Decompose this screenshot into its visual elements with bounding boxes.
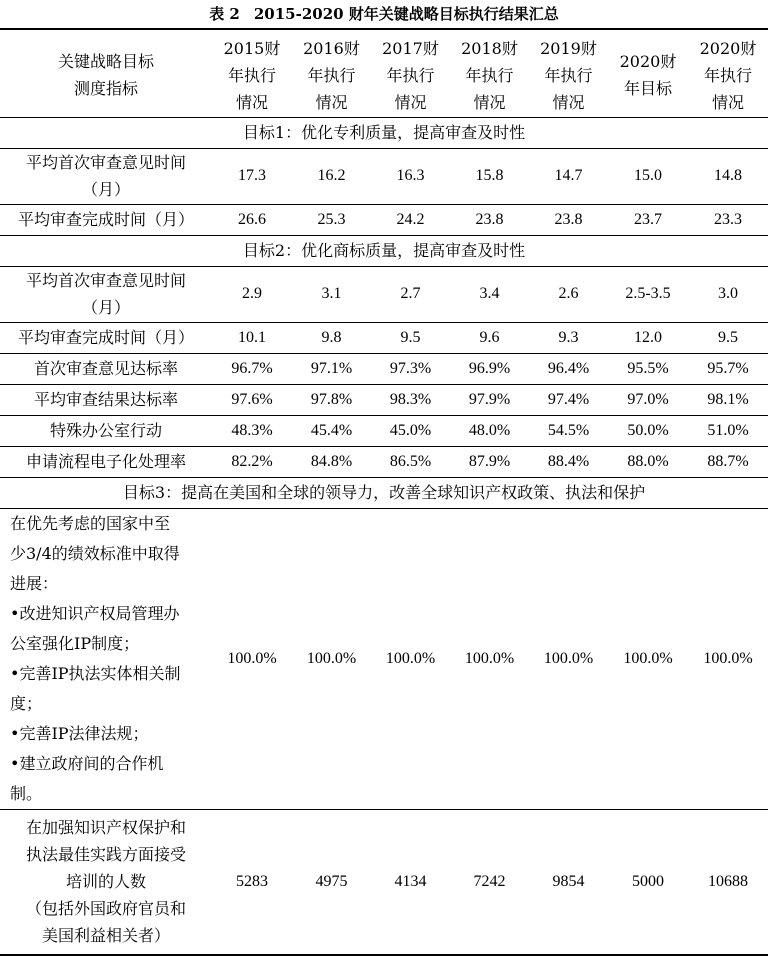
label-line: •完善IP执法实体相关制 [10, 663, 181, 683]
metric-label: 平均审查完成时间（月） [0, 322, 212, 353]
goal-row [0, 477, 768, 508]
header-year [212, 29, 292, 117]
cell-value: 23.3 [688, 204, 768, 235]
label-line: 度； [10, 693, 43, 713]
goal-title: 目标1：优化专利质量，提高审查及时性 [0, 117, 768, 148]
cell-value: 9.3 [529, 322, 608, 353]
header-line: 2020财 [619, 52, 677, 72]
header-year [608, 29, 688, 117]
header-line: 2017财 [382, 38, 439, 58]
label-line: •建立政府间的合作机 [10, 753, 164, 773]
header-line: 情况 [552, 92, 585, 112]
cell-value: 2.7 [371, 266, 450, 322]
cell-value: 100.0% [608, 508, 688, 809]
cell-value: 88.7% [688, 446, 768, 477]
header-line: 年执行 [386, 65, 435, 85]
cell-value: 48.0% [450, 415, 529, 446]
cell-value: 97.8% [292, 384, 371, 415]
header-line: 情况 [315, 92, 348, 112]
cell-value: 16.3 [371, 148, 450, 204]
cell-value: 10.1 [212, 322, 292, 353]
header-line: 2015财 [223, 38, 281, 58]
cell-value: 2.5-3.5 [608, 266, 688, 322]
header-line: 2019财 [540, 38, 597, 58]
table-row [0, 266, 768, 322]
cell-value: 100.0% [688, 508, 768, 809]
cell-value: 3.4 [450, 266, 529, 322]
cell-value: 96.9% [450, 353, 529, 384]
cell-value: 100.0% [529, 508, 608, 809]
cell-value: 24.2 [371, 204, 450, 235]
cell-value: 48.3% [212, 415, 292, 446]
header-year [688, 29, 768, 117]
header-year [371, 29, 450, 117]
header-metric-line: 测度指标 [73, 79, 138, 99]
cell-value: 25.3 [292, 204, 371, 235]
cell-value: 98.1% [688, 384, 768, 415]
metric-label: 申请流程电子化处理率 [0, 446, 212, 477]
cell-value: 95.5% [608, 353, 688, 384]
cell-value: 2.9 [212, 266, 292, 322]
cell-value: 54.5% [529, 415, 608, 446]
cell-value: 100.0% [212, 508, 292, 809]
cell-value: 98.3% [371, 384, 450, 415]
label-line: 少3/4的绩效标准中取得 [10, 543, 180, 563]
metric-label [0, 809, 212, 955]
header-year [450, 29, 529, 117]
header-line: 年执行 [703, 65, 752, 85]
metric-label [0, 508, 212, 809]
label-line: 公室强化IP制度； [10, 633, 140, 653]
goal-row [0, 235, 768, 266]
cell-value: 45.0% [371, 415, 450, 446]
label-line: 在优先考虑的国家中至 [10, 513, 171, 533]
cell-value: 100.0% [450, 508, 529, 809]
table-row [0, 384, 768, 415]
table-row [0, 446, 768, 477]
label-line: 执法最佳实践方面接受 [25, 845, 186, 865]
cell-value: 95.7% [688, 353, 768, 384]
label-line: （月） [81, 298, 130, 317]
cell-value: 88.4% [529, 446, 608, 477]
header-year [529, 29, 608, 117]
cell-value: 100.0% [292, 508, 371, 809]
cell-value: 23.8 [529, 204, 608, 235]
cell-value: 9.8 [292, 322, 371, 353]
header-line: 2016财 [303, 38, 360, 58]
cell-value: 2.6 [529, 266, 608, 322]
cell-value: 26.6 [212, 204, 292, 235]
cell-value: 50.0% [608, 415, 688, 446]
cell-value: 88.0% [608, 446, 688, 477]
cell-value: 9.6 [450, 322, 529, 353]
header-line: 年目标 [623, 79, 672, 99]
cell-value: 5283 [212, 809, 292, 955]
label-line: •改进知识产权局管理办 [10, 603, 180, 623]
metric-label: 首次审查意见达标率 [0, 353, 212, 384]
cell-value: 82.2% [212, 446, 292, 477]
cell-value: 23.7 [608, 204, 688, 235]
caption-title: 2015-2020 财年关键战略目标执行结果汇总 [253, 5, 559, 23]
cell-value: 97.9% [450, 384, 529, 415]
label-line: 美国利益相关者） [41, 926, 170, 946]
header-line: 2018财 [461, 38, 518, 58]
header-year [292, 29, 371, 117]
label-line: •完善IP法律法规； [10, 723, 149, 743]
cell-value: 16.2 [292, 148, 371, 204]
cell-value: 4134 [371, 809, 450, 955]
cell-value: 51.0% [688, 415, 768, 446]
metric-label [0, 266, 212, 322]
cell-value: 100.0% [371, 508, 450, 809]
cell-value: 9854 [529, 809, 608, 955]
cell-value: 97.4% [529, 384, 608, 415]
cell-value: 9.5 [688, 322, 768, 353]
header-line: 情况 [473, 92, 506, 112]
cell-value: 3.1 [292, 266, 371, 322]
table-row [0, 353, 768, 384]
table-row [0, 508, 768, 809]
goal-title: 目标3：提高在美国和全球的领导力，改善全球知识产权政策、执法和保护 [0, 477, 768, 508]
metric-label: 平均审查结果达标率 [0, 384, 212, 415]
cell-value: 97.3% [371, 353, 450, 384]
header-line: 年执行 [227, 65, 276, 85]
cell-value: 45.4% [292, 415, 371, 446]
label-line: 进展： [10, 573, 59, 593]
table-row [0, 204, 768, 235]
metric-label: 平均审查完成时间（月） [0, 204, 212, 235]
cell-value: 23.8 [450, 204, 529, 235]
table-caption [0, 0, 768, 28]
header-metric [0, 29, 212, 117]
header-line: 2020财 [699, 38, 757, 58]
cell-value: 97.0% [608, 384, 688, 415]
cell-value: 17.3 [212, 148, 292, 204]
cell-value: 84.8% [292, 446, 371, 477]
header-line: 年执行 [465, 65, 514, 85]
header-row [0, 29, 768, 117]
table-row [0, 809, 768, 955]
label-line: （包括外国政府官员和 [25, 899, 186, 919]
goal-row [0, 117, 768, 148]
cell-value: 97.6% [212, 384, 292, 415]
table-row [0, 415, 768, 446]
label-line: 平均首次审查意见时间 [25, 271, 186, 290]
label-line: 平均首次审查意见时间 [25, 153, 186, 172]
header-line: 情况 [235, 92, 268, 112]
cell-value: 14.7 [529, 148, 608, 204]
label-line: 在加强知识产权保护和 [25, 818, 186, 838]
cell-value: 86.5% [371, 446, 450, 477]
cell-value: 87.9% [450, 446, 529, 477]
cell-value: 97.1% [292, 353, 371, 384]
label-line: 制。 [10, 783, 43, 803]
cell-value: 4975 [292, 809, 371, 955]
table-row [0, 322, 768, 353]
label-line: （月） [81, 180, 130, 199]
strategy-results-table [0, 28, 768, 956]
caption-number: 表 2 [209, 5, 240, 23]
cell-value: 15.8 [450, 148, 529, 204]
cell-value: 14.8 [688, 148, 768, 204]
cell-value: 3.0 [688, 266, 768, 322]
goal-title: 目标2：优化商标质量，提高审查及时性 [0, 235, 768, 266]
cell-value: 96.4% [529, 353, 608, 384]
metric-label: 特殊办公室行动 [0, 415, 212, 446]
cell-value: 5000 [608, 809, 688, 955]
header-line: 情况 [394, 92, 427, 112]
cell-value: 9.5 [371, 322, 450, 353]
cell-value: 7242 [450, 809, 529, 955]
label-line: 培训的人数 [65, 872, 146, 892]
cell-value: 10688 [688, 809, 768, 955]
header-line: 情况 [711, 92, 744, 112]
table-row [0, 148, 768, 204]
cell-value: 15.0 [608, 148, 688, 204]
cell-value: 12.0 [608, 322, 688, 353]
header-line: 年执行 [544, 65, 593, 85]
header-line: 年执行 [307, 65, 356, 85]
header-metric-line: 关键战略目标 [57, 52, 154, 72]
cell-value: 96.7% [212, 353, 292, 384]
metric-label [0, 148, 212, 204]
